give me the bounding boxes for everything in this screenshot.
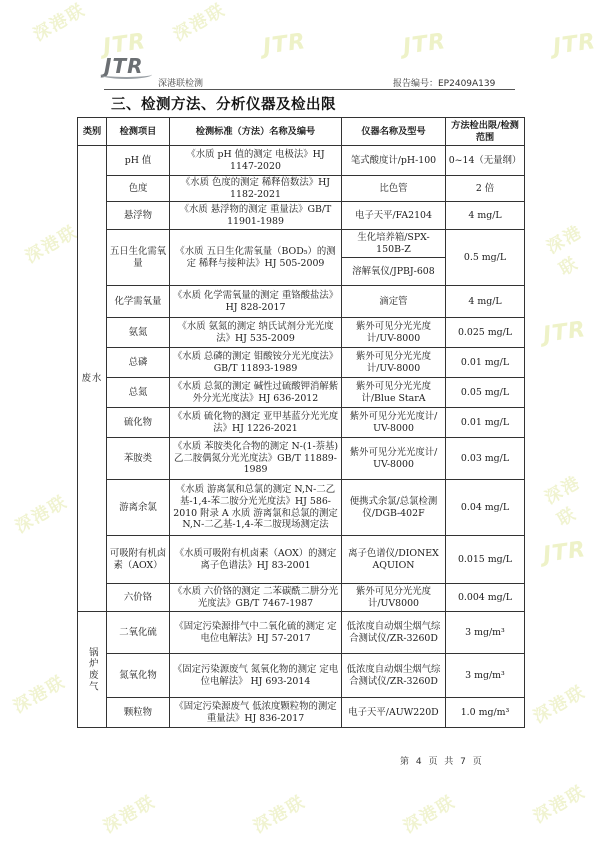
item-cell: 氮氧化物 xyxy=(107,654,170,698)
column-header: 检测标准（方法）名称及编号 xyxy=(170,118,342,146)
watermark-text: 深港联 xyxy=(543,221,587,280)
watermark-logo: JTR xyxy=(541,317,588,348)
instrument-cell: 低浓度自动烟尘烟气综合测试仪/ZR-3260D xyxy=(342,612,446,654)
table-header-row xyxy=(78,118,525,146)
limit-cell: 3 mg/m³ xyxy=(446,654,525,698)
standard-cell: 《水质 总磷的测定 钼酸铵分光光度法》GB/T 11893-1989 xyxy=(170,348,342,378)
instrument-cell: 离子色谱仪/DIONEX AQUION xyxy=(342,536,446,584)
limit-cell: 0.03 mg/L xyxy=(446,438,525,480)
instrument-cell: 笔式酸度计/pH-100 xyxy=(342,146,446,176)
category-cell xyxy=(78,612,107,728)
standard-cell: 《水质 六价铬的测定 二苯碳酰二肼分光光度法》GB/T 7467-1987 xyxy=(170,584,342,612)
limit-cell: 0.01 mg/L xyxy=(446,348,525,378)
instrument-cell: 紫外可见分光光度计/ UV-8000 xyxy=(342,408,446,438)
standard-cell: 《水质 硫化物的测定 亚甲基蓝分光光度法》HJ 1226-2021 xyxy=(170,408,342,438)
standard-cell: 《水质 悬浮物的测定 重量法》GB/T 11901-1989 xyxy=(170,202,342,230)
table-row xyxy=(78,146,525,176)
item-cell: 硫化物 xyxy=(107,408,170,438)
watermark-text: 深港联 xyxy=(170,0,230,46)
limit-cell: 0~14（无量纲） xyxy=(446,146,525,176)
instrument-cell: 紫外可见分光光度计/Blue StarA xyxy=(342,378,446,408)
instrument-cell: 电子天平/AUW220D xyxy=(342,698,446,728)
table-row xyxy=(78,612,525,654)
table-row xyxy=(78,536,525,584)
watermark-text: 深港联 xyxy=(100,791,160,838)
watermark-text: 深港联 xyxy=(530,681,590,728)
table-row xyxy=(78,202,525,230)
table-row xyxy=(78,480,525,536)
limit-cell: 2 倍 xyxy=(446,176,525,202)
watermark-text: 深港联 xyxy=(30,0,90,46)
watermark-text: 深港联 xyxy=(12,491,72,538)
category-label: 锅炉废气 xyxy=(86,646,98,693)
limit-cell: 0.05 mg/L xyxy=(446,378,525,408)
table-row xyxy=(78,378,525,408)
item-cell: 化学需氧量 xyxy=(107,286,170,318)
standard-cell: 《固定污染源排气中二氧化硫的测定 定电位电解法》HJ 57-2017 xyxy=(170,612,342,654)
standard-cell: 《水质 五日生化需氧量（BOD₅）的测定 稀释与接种法》HJ 505-2009 xyxy=(170,230,342,286)
watermark-text: 深港联 xyxy=(541,472,585,531)
item-cell: 总氮 xyxy=(107,378,170,408)
instrument-cell: 便携式余氯/总氯检测仪/DGB-402F xyxy=(342,480,446,536)
item-cell: pH 值 xyxy=(107,146,170,176)
column-header: 仪器名称及型号 xyxy=(342,118,446,146)
item-cell: 苯胺类 xyxy=(107,438,170,480)
watermark-logo: JTR xyxy=(551,29,598,60)
item-cell: 游离余氯 xyxy=(107,480,170,536)
instrument-cell: 电子天平/FA2104 xyxy=(342,202,446,230)
header-divider xyxy=(104,89,515,90)
instrument-cell: 紫外可见分光光度计/UV-8000 xyxy=(342,318,446,348)
instrument-cell: 紫外可见分光光度计/ UV-8000 xyxy=(342,438,446,480)
watermark-logo: JTR xyxy=(261,29,308,60)
limit-cell: 4 mg/L xyxy=(446,202,525,230)
item-cell: 色度 xyxy=(107,176,170,202)
limit-cell: 4 mg/L xyxy=(446,286,525,318)
table-row xyxy=(78,176,525,202)
item-cell: 总磷 xyxy=(107,348,170,378)
instrument-cell: 滴定管 xyxy=(342,286,446,318)
watermark-logo: JTR xyxy=(101,29,148,60)
item-cell: 二氧化硫 xyxy=(107,612,170,654)
item-cell: 悬浮物 xyxy=(107,202,170,230)
table-row xyxy=(78,584,525,612)
limit-cell: 1.0 mg/m³ xyxy=(446,698,525,728)
report-number: 报告编号：EP2409A139 xyxy=(393,79,496,89)
category-cell: 废水 xyxy=(78,146,107,612)
watermark-text: 深港联 xyxy=(530,781,590,828)
item-cell: 可吸附有机卤素（AOX） xyxy=(107,536,170,584)
standard-cell: 《固定污染源废气 氮氧化物的测定 定电位电解法》 HJ 693-2014 xyxy=(170,654,342,698)
limit-cell: 0.01 mg/L xyxy=(446,408,525,438)
limit-cell: 0.04 mg/L xyxy=(446,480,525,536)
table-row xyxy=(78,438,525,480)
item-cell: 氨氮 xyxy=(107,318,170,348)
table-row xyxy=(78,286,525,318)
watermark-text: 深港联 xyxy=(400,791,460,838)
watermark-logo: JTR xyxy=(401,29,448,60)
standard-cell: 《水质 pH 值的测定 电极法》HJ 1147-2020 xyxy=(170,146,342,176)
standard-cell: 《水质可吸附有机卤素（AOX）的测定 离子色谱法》HJ 83-2001 xyxy=(170,536,342,584)
instrument-cell: 比色管 xyxy=(342,176,446,202)
section-title: 三、检测方法、分析仪器及检出限 xyxy=(111,96,336,113)
page-number: 第 4 页 共 7 页 xyxy=(400,757,482,767)
method-table xyxy=(77,117,525,728)
instrument-cell: 紫外可见分光光度计/UV-8000 xyxy=(342,348,446,378)
standard-cell: 《固定污染源废气 低浓度颗粒物的测定 重量法》HJ 836-2017 xyxy=(170,698,342,728)
standard-cell: 《水质 氨氮的测定 纳氏试剂分光光度法》HJ 535-2009 xyxy=(170,318,342,348)
brand-name: 深港联检测 xyxy=(158,79,204,89)
table-row xyxy=(78,318,525,348)
instrument-cell: 溶解氧仪/JPBJ-608 xyxy=(342,258,446,286)
watermark-logo: JTR xyxy=(541,537,588,568)
standard-cell: 《水质 色度的测定 稀释倍数法》HJ 1182-2021 xyxy=(170,176,342,202)
item-cell: 颗粒物 xyxy=(107,698,170,728)
table-row xyxy=(78,230,525,258)
limit-cell: 0.5 mg/L xyxy=(446,230,525,286)
column-header: 方法检出限/检测范围 xyxy=(446,118,525,146)
table-row xyxy=(78,698,525,728)
standard-cell: 《水质 总氮的测定 碱性过硫酸钾消解紫外分光光度法》HJ 636-2012 xyxy=(170,378,342,408)
company-logo xyxy=(104,54,143,78)
column-header: 类别 xyxy=(78,118,107,146)
standard-cell: 《水质 苯胺类化合物的测定 N-(1-萘基)乙二胺偶氮分光光度法》GB/T 11889-1989 xyxy=(170,438,342,480)
limit-cell: 0.025 mg/L xyxy=(446,318,525,348)
logo-swoosh-icon xyxy=(100,70,152,79)
table-row xyxy=(78,348,525,378)
instrument-cell: 紫外可见分光光度计/UV8000 xyxy=(342,584,446,612)
limit-cell: 0.004 mg/L xyxy=(446,584,525,612)
instrument-cell: 低浓度自动烟尘烟气综合测试仪/ZR-3260D xyxy=(342,654,446,698)
table-row xyxy=(78,654,525,698)
logo-text: JTR xyxy=(104,54,144,78)
column-header: 检测项目 xyxy=(107,118,170,146)
item-cell: 五日生化需氧量 xyxy=(107,230,170,286)
table-row xyxy=(78,408,525,438)
limit-cell: 0.015 mg/L xyxy=(446,536,525,584)
watermark-text: 深港联 xyxy=(250,791,310,838)
item-cell: 六价铬 xyxy=(107,584,170,612)
limit-cell: 3 mg/m³ xyxy=(446,612,525,654)
standard-cell: 《水质 化学需氧量的测定 重铬酸盐法》HJ 828-2017 xyxy=(170,286,342,318)
instrument-cell: 生化培养箱/SPX-150B-Z xyxy=(342,230,446,258)
watermark-text: 深港联 xyxy=(10,671,70,718)
standard-cell: 《水质 游离氯和总氯的测定 N,N-二乙基-1,4-苯二胺分光光度法》HJ 586-2010 附录 A 水质 游离氯和总氯的测定 N,N-二乙基-1,4-苯二胺现场测定法 xyxy=(170,480,342,536)
watermark-text: 深港联 xyxy=(22,221,82,268)
